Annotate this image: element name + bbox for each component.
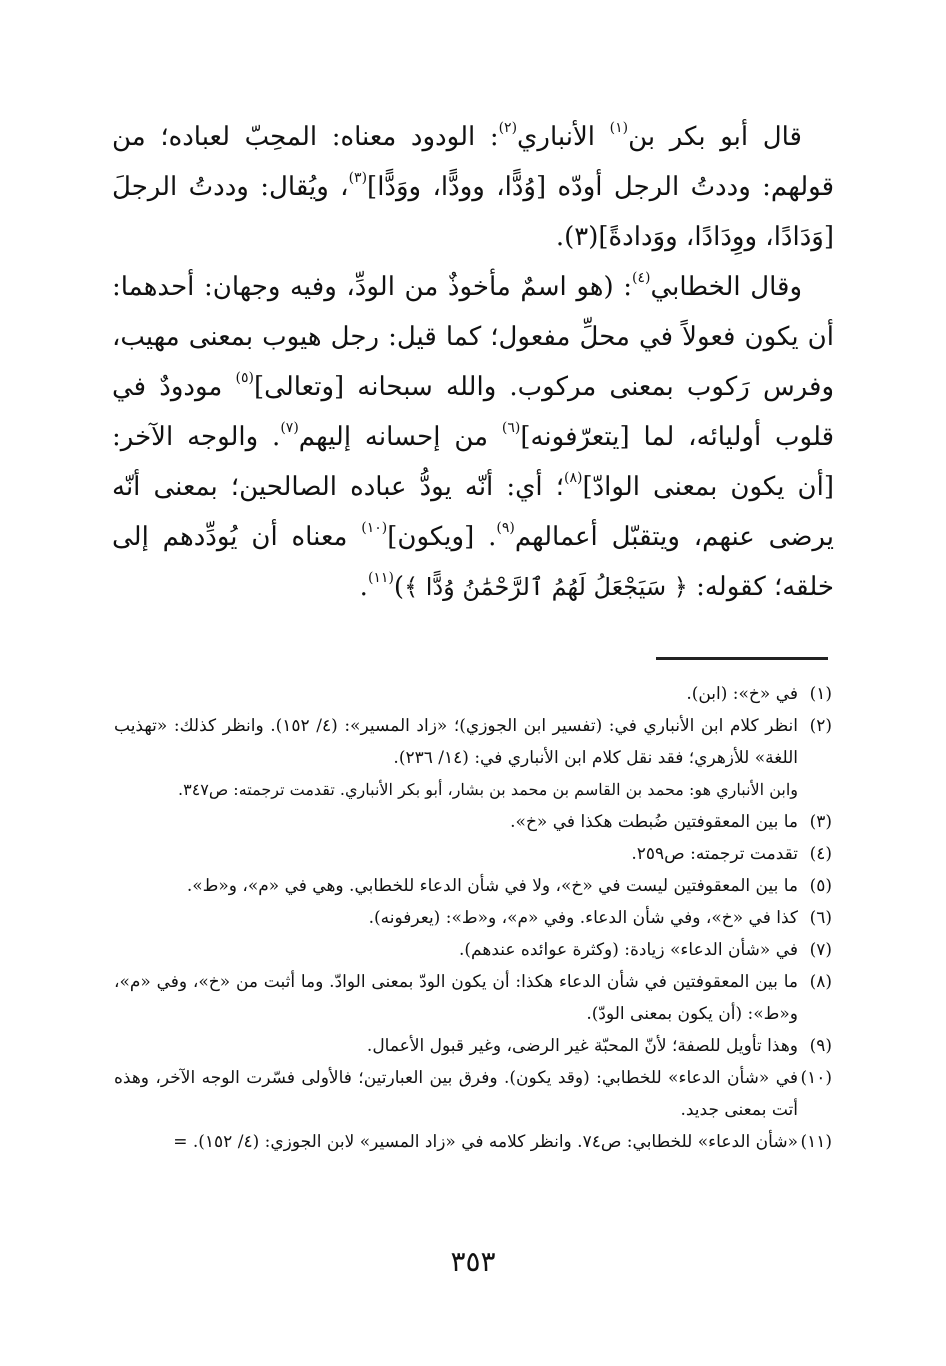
footnote-item [114,710,832,806]
footnote-item [114,966,832,1030]
footnote-text: «شأن الدعاء» للخطابي: ص٧٤. وانظر كلامه في «زاد المسير» لابن الجوزي: (٤/ ١٥٢). = [173,1132,798,1152]
text-segment: معناه أن يُودِّدهم إلى خلقه؛ كقوله: [112,522,834,602]
footnote-number: (٣) [809,812,832,832]
footnote-ref-2[interactable]: (٢) [498,120,518,136]
footnote-item [114,1062,832,1126]
footnote-number: (١١) [800,1132,832,1152]
text-segment: : (هو اسمٌ مأخوذٌ من الودِّ، وفيه وجهان: أحدهما: أن يكون فعولاً في محلِّ مفعول؛ كما قيل: رجل هيوب بمعنى مهيب، وفرس رَكوب بمعنى مركوب. والله سبحانه [وتعالى] [112,272,835,402]
footnote-ref-9[interactable]: (٩) [496,520,515,536]
text-segment: : الودود معناه: المحِبّ لعباده؛ من قولهم: وددتُ الرجل أودّه [وُدًّا، وودًّا، ووَدًّا] [112,122,834,202]
paragraph-2 [112,262,834,612]
paragraph-1 [112,112,834,262]
footnote-text: تقدمت ترجمته: ص٢٥٩. [631,844,798,864]
page-number: ٣٥٣ [450,1245,496,1278]
text-segment: ) [393,572,405,602]
footnote-ref-3[interactable]: (٣) [348,170,368,186]
footnote-number: (٧) [809,940,832,960]
text-segment: ، ويُقال: وددتُ الرجلَ [وَدَادًا، ووِدَادًا، ووَدادةً](٣). [112,172,834,252]
footnote-ref-4[interactable]: (٤) [632,270,651,286]
footnote-text: في «شأن الدعاء» للخطابي: (وقد يكون). وفرق بين العبارتين؛ فالأولى فسّرت الوجه الآخر، وهذه أتت بمعنى جديد. [114,1068,798,1120]
footnote-divider [656,657,828,660]
footnote-text: وهذا تأويل للصفة؛ لأنّ المحبّة غير الرضى، وغير قبول الأعمال. [366,1036,798,1056]
footnote-item [114,806,832,838]
footnote-text-main: انظر كلام ابن الأنباري في: (تفسير ابن الجوزي)؛ «زاد المسير»: (٤/ ١٥٢). وانظر كذلك: «تهذيب اللغة» للأزهري؛ فقد نقل كلام ابن الأنباري في: (١٤/ ٢٣٦). [114,716,798,768]
footnote-text: ما بين المعقوفتين في شأن الدعاء هكذا: أن يكون الودّ بمعنى الوادّ. وما أثبت من «خ»، وفي «م»، و«ط»: (أن يكون بمعنى الودّ). [114,972,798,1024]
footnote-item [114,902,832,934]
text-segment: ؛ أي: أنّه يودُّ عباده الصالحين؛ بمعنى أنّه يرضى عنهم، ويتقبّل أعمالهم [112,472,835,552]
text-segment: . [359,572,368,602]
footnote-number: (٩) [809,1036,832,1056]
footnote-item [114,678,832,710]
footnote-number: (٥) [809,876,832,896]
footnote-number: (١) [809,684,832,704]
text-segment: . والوجه الآخر: [أن يكون بمعنى الوادّ] [112,422,834,502]
main-text [112,112,834,612]
footnote-ref-1[interactable]: (١) [609,120,629,136]
footnote-ref-8[interactable]: (٨) [563,470,583,486]
text-segment: من إحسانه إليهم [298,422,502,452]
footnote-text: في «خ»: (ابن). [686,684,798,704]
quran-verse: ﴿ سَيَجْعَلُ لَهُمُ ٱلرَّحْمَٰنُ وُدًّا ﴾ [404,573,688,601]
footnote-text: في «شأن الدعاء» زيادة: (وكثرة عوائده عندهم). [459,940,798,960]
footnote-item [114,1030,832,1062]
footnote-text: ما بين المعقوفتين ضُبطت هكذا في «خ». [510,812,798,832]
footnote-item [114,934,832,966]
footnote-number: (٦) [809,908,832,928]
footnote-item [114,870,832,902]
text-segment: مودودٌ في قلوب أوليائه، لما [يتعرّفونه] [112,372,834,452]
footnote-item [114,1126,832,1158]
footnote-ref-11[interactable]: (١١) [367,570,394,586]
text-segment: . [ويكون] [387,522,497,552]
footnote-number: (٢) [809,716,832,736]
footnote-number: (١٠) [800,1068,832,1088]
footnotes-section [114,678,832,1158]
footnote-number: (٨) [809,972,832,992]
footnote-text [114,710,798,806]
text-segment: قال أبو بكر بن [628,122,802,152]
footnote-text: ما بين المعقوفتين ليست في «خ»، ولا في شأن الدعاء للخطابي. وهي في «م»، و«ط». [186,876,798,896]
footnote-text: كذا في «خ»، وفي شأن الدعاء. وفي «م»، و«ط»: (يعرفونه). [368,908,798,928]
footnote-number: (٤) [809,844,832,864]
footnote-ref-10[interactable]: (١٠) [361,520,388,536]
footnote-ref-5[interactable]: (٥) [235,370,254,386]
text-segment: وقال الخطابي [650,272,802,302]
footnote-ref-6[interactable]: (٦) [501,420,521,436]
text-segment: الأنباري [517,122,610,152]
footnote-text-extra: وابن الأنباري هو: محمد بن القاسم بن محمد بن بشار، أبو بكر الأنباري. تقدمت ترجمته: ص٣٤٧. [178,780,798,799]
footnote-ref-7[interactable]: (٧) [280,420,299,436]
footnote-item [114,838,832,870]
